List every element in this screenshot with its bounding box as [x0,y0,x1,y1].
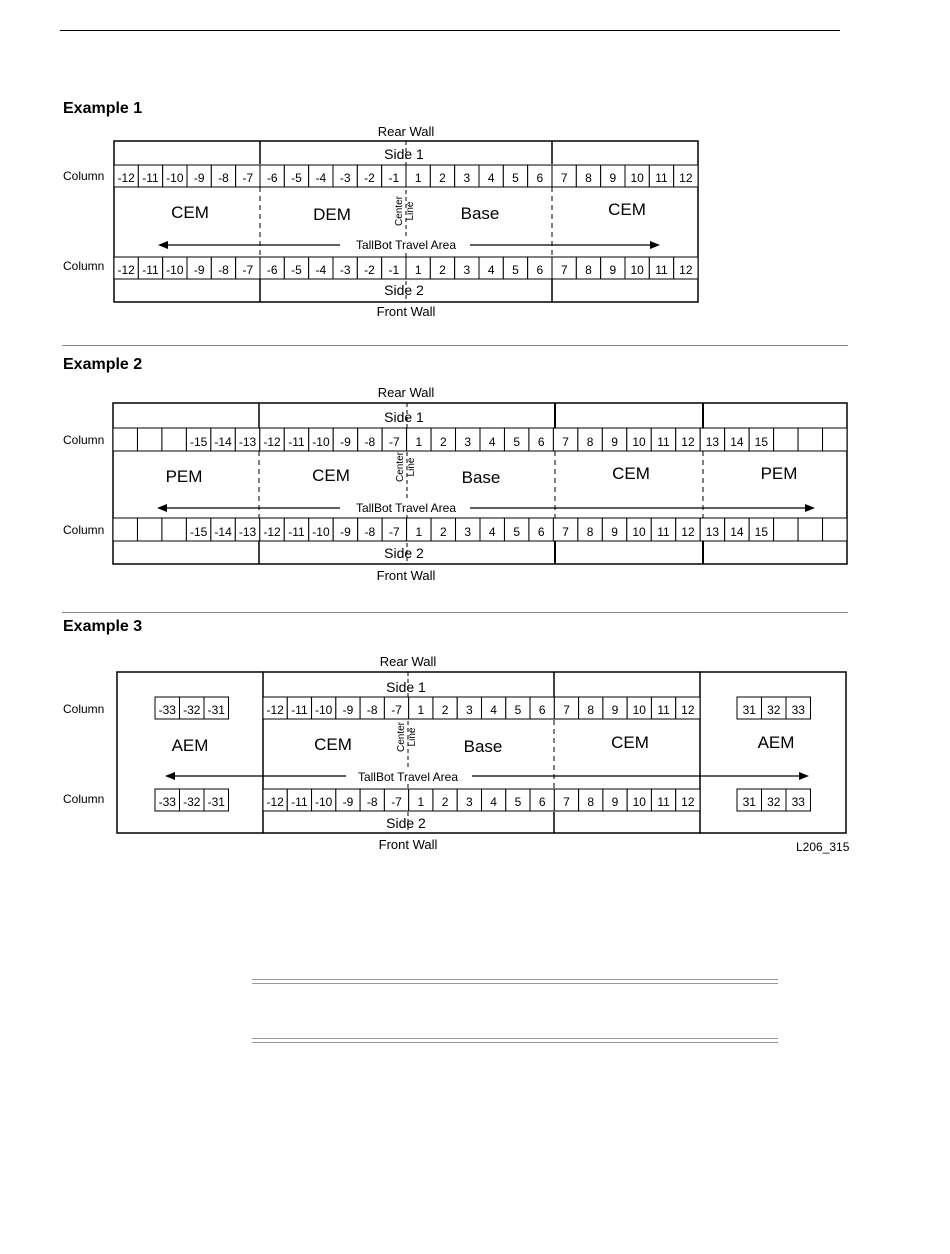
column-number: 6 [538,703,546,717]
column-number: -9 [342,703,354,717]
column-number: 11 [655,171,668,185]
front-wall-label: Front Wall [376,304,436,319]
travel-area-label: TallBot Travel Area [355,238,457,252]
column-number: 2 [439,435,447,449]
module-label-cem-left: CEM [171,203,209,222]
column-row-bottom [263,789,700,811]
column-number: 32 [767,703,781,717]
module-label-base: Base [460,204,500,223]
column-number: 5 [513,525,521,539]
column-number: 9 [609,263,617,277]
module-label-aem-left: AEM [171,736,209,755]
column-number: -5 [291,171,302,185]
side1-label: Side 1 [384,146,424,162]
column-number: -14 [214,525,232,539]
column-number: 15 [754,525,769,539]
rear-wall-label: Rear Wall [377,385,435,400]
column-number: -8 [218,171,229,185]
column-number: 3 [463,171,471,185]
center-line-label-2: Line [406,457,417,477]
side2-label: Side 2 [384,282,424,298]
column-number: -1 [388,263,400,277]
column-number: -1 [388,171,400,185]
column-number: -6 [266,171,278,185]
center-line-label-2: Line [407,727,418,747]
column-number: 8 [586,525,594,539]
module-label-cem-right: CEM [608,200,646,219]
column-number: 10 [632,525,646,539]
footer-rule-bottom [252,1038,778,1043]
column-number: -11 [142,263,159,277]
column-number: 1 [414,263,422,277]
column-number: 4 [488,435,496,449]
column-number: -15 [189,525,208,539]
column-number: 1 [417,703,425,717]
column-number: 4 [487,171,495,185]
column-number: 2 [441,703,449,717]
column-number: 7 [563,795,570,809]
module-label-cem-left: CEM [314,735,352,754]
module-label-base: Base [463,737,503,756]
column-number: -9 [340,435,351,449]
side1-label: Side 1 [384,409,424,425]
column-number: -4 [315,263,327,277]
column-number: 6 [538,795,546,809]
example-2-title: Example 2 [63,356,143,373]
column-number: -32 [183,795,201,809]
column-number: 6 [537,525,545,539]
column-number: -4 [315,171,327,185]
center-line-label-1: Center [394,195,405,227]
column-number: 8 [585,171,592,185]
column-number: 9 [611,525,618,539]
front-wall-label: Front Wall [376,568,436,583]
center-line-label-2: Line [405,201,416,221]
module-label-cem-left: CEM [312,466,350,485]
column-number: -32 [183,703,201,717]
column-number: 32 [767,795,781,809]
column-number: -10 [312,435,330,449]
column-number: 2 [439,263,446,277]
column-number: -10 [166,171,184,185]
column-number: -12 [263,525,281,539]
column-number: 11 [657,703,670,717]
column-number: 8 [587,795,595,809]
column-number: 12 [681,435,695,449]
column-number: 10 [632,795,646,809]
travel-area-label: TallBot Travel Area [357,770,459,784]
column-number: -11 [288,525,305,539]
module-label-pem-left: PEM [165,467,203,486]
column-number: 12 [681,525,695,539]
column-number: -13 [238,525,257,539]
column-number: 3 [464,525,472,539]
column-number: -3 [339,171,351,185]
module-label-cem-right: CEM [612,464,650,483]
column-number: 7 [560,171,568,185]
rear-wall-label: Rear Wall [379,654,437,669]
column-number: -10 [312,525,330,539]
example-3-title: Example 3 [63,618,143,635]
column-number: 5 [512,171,519,185]
column-number: 1 [414,171,422,185]
column-number: 12 [679,171,693,185]
arrowhead-left [165,772,175,780]
column-number: -8 [366,795,378,809]
column-number: 7 [562,435,569,449]
column-number: 1 [415,435,423,449]
aem-left-column-row-bottom [155,789,229,811]
column-number: -9 [340,525,351,539]
column-number: -33 [158,795,176,809]
column-number: -13 [238,435,257,449]
column-number: 6 [536,171,544,185]
column-number: -31 [207,795,225,809]
module-label-base: Base [461,468,501,487]
column-number: -8 [366,703,378,717]
column-number: 31 [742,795,756,809]
column-number: -15 [189,435,208,449]
column-number: 14 [730,525,744,539]
column-number: -5 [291,263,302,277]
column-number: 5 [513,435,521,449]
column-number: 2 [439,525,447,539]
column-number: 33 [791,795,805,809]
column-number: -9 [342,795,354,809]
column-number: 3 [463,263,471,277]
column-number: 31 [742,703,756,717]
figure-id: L206_315 [796,840,850,854]
module-label-pem-right: PEM [760,464,798,483]
module-label-aem-right: AEM [757,733,795,752]
column-number: 10 [632,703,646,717]
aem-left-column-row-top [155,697,229,719]
column-label-top: Column [63,702,105,716]
column-number: -8 [364,435,376,449]
column-number: 10 [630,171,644,185]
column-number: -12 [266,795,284,809]
column-number: 5 [514,795,522,809]
aem-right-column-row-bottom [737,789,811,811]
column-number: 33 [791,703,805,717]
column-number: 9 [609,171,617,185]
column-number: -7 [391,703,402,717]
column-number: -12 [266,703,284,717]
column-number: -33 [158,703,176,717]
column-label-bottom: Column [63,259,105,273]
column-number: 9 [611,703,619,717]
column-number: -31 [207,703,225,717]
column-number: 15 [754,435,769,449]
column-number: -12 [117,171,135,185]
column-number: 4 [490,703,497,717]
front-wall-label: Front Wall [378,837,438,852]
center-line-label-1: Center [395,451,406,483]
column-number: -9 [193,171,205,185]
column-number: 6 [536,263,544,277]
column-number: 13 [705,525,720,539]
side2-label: Side 2 [386,815,426,831]
column-number: 10 [630,263,644,277]
column-number: -3 [339,263,351,277]
column-number: -7 [391,795,402,809]
column-number: 3 [466,795,473,809]
rear-wall-label: Rear Wall [377,124,435,139]
column-number: -12 [117,263,135,277]
column-number: -9 [193,263,205,277]
column-label-bottom: Column [63,523,105,537]
column-number: 7 [562,525,569,539]
column-number: 1 [417,795,425,809]
column-number: 7 [560,263,568,277]
column-number: -8 [218,263,229,277]
footer-rule-top [252,979,778,984]
column-number: -7 [242,263,254,277]
column-label-bottom: Column [63,792,105,806]
column-number: 8 [585,263,592,277]
side2-label: Side 2 [384,545,424,561]
column-number: -11 [291,703,308,717]
aem-right-column-row-top [737,697,811,719]
example-1-title: Example 1 [63,100,143,117]
column-number: 13 [705,435,720,449]
column-number: 6 [537,435,545,449]
side1-label: Side 1 [386,679,426,695]
column-number: 14 [730,435,744,449]
column-row-top [263,697,700,719]
column-number: 4 [488,525,496,539]
column-number: -11 [142,171,159,185]
column-number: -8 [364,525,376,539]
column-number: 11 [657,525,670,539]
column-number: -10 [315,795,333,809]
column-number: 11 [655,263,668,277]
column-number: 2 [441,795,449,809]
column-number: 5 [512,263,519,277]
column-number: -11 [288,435,305,449]
center-line-label-1: Center [396,721,407,753]
column-number: 11 [657,795,670,809]
column-number: -7 [389,435,400,449]
module-label-cem-right: CEM [611,733,649,752]
column-number: 12 [681,795,695,809]
column-number: 10 [632,435,646,449]
column-number: -12 [263,435,281,449]
column-number: 3 [466,703,473,717]
travel-area-label: TallBot Travel Area [355,501,457,515]
column-number: 9 [611,435,618,449]
column-number: -10 [166,263,184,277]
arrowhead-right [799,772,809,780]
module-label-dem: DEM [313,205,351,224]
column-number: 2 [439,171,446,185]
column-number: -7 [242,171,254,185]
column-number: 11 [657,435,670,449]
column-number: 1 [415,525,423,539]
column-number: -6 [266,263,278,277]
column-number: 4 [490,795,497,809]
column-number: 8 [587,703,595,717]
column-number: 3 [464,435,472,449]
column-number: -10 [315,703,333,717]
column-number: -2 [364,171,375,185]
column-number: -11 [291,795,308,809]
column-number: 12 [681,703,695,717]
column-label-top: Column [63,433,105,447]
column-number: 12 [679,263,693,277]
column-number: -7 [389,525,400,539]
column-number: 9 [611,795,619,809]
column-label-top: Column [63,169,105,183]
column-number: 4 [487,263,495,277]
column-number: -2 [364,263,375,277]
column-number: 7 [563,703,570,717]
column-number: 5 [514,703,522,717]
column-number: 8 [586,435,594,449]
column-number: -14 [214,435,232,449]
